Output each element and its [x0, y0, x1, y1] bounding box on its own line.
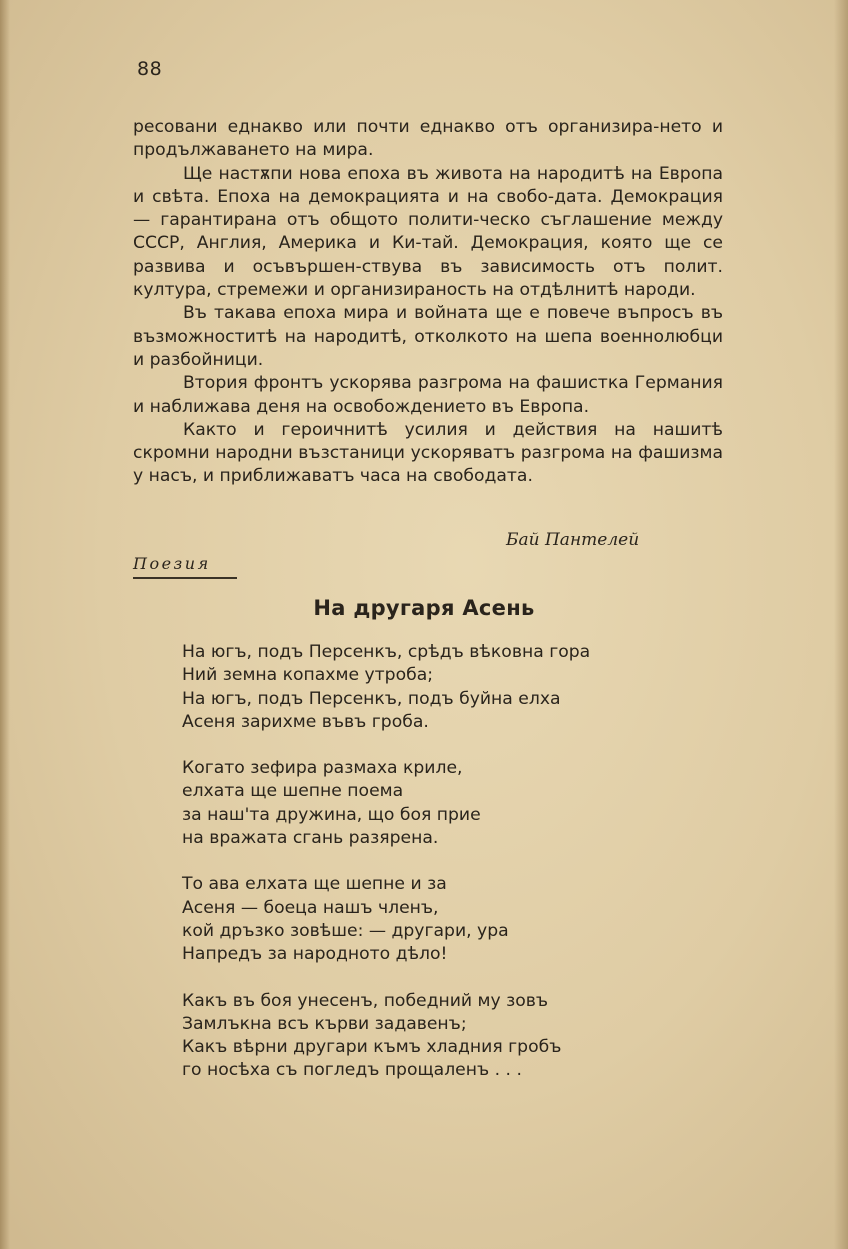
poem-stanza [182, 757, 702, 850]
poem-line: Ний земна копахме утроба; [182, 665, 434, 686]
poem-line: Напредъ за народното дѣло! [182, 944, 448, 965]
poem-line: Асеня — боеца нашъ членъ, [182, 897, 439, 918]
poem-line: елхата ще шепне поема [182, 781, 404, 802]
poem-line: На югъ, подъ Персенкъ, срѣдъ вѣковна гора [182, 642, 591, 662]
poem-line: Замлъкна всъ кърви задавенъ; [182, 1013, 467, 1034]
paragraph: Ще настѫпи нова епоха въ живота на народитѣ на Европа и свѣта. Епоха на демокрацията и на свобо-дата. Демокрация — гарантирана отъ общото полити-ческо съглашение между СССР, Англия, Америка и Ки-тай. Демокрация, която ще се развива и осъвършен-ствува въ зависимость отъ полит. култура, стремежи и организираность на отдѣлнитѣ народи. [133, 163, 723, 301]
page-number: 88 [137, 58, 163, 80]
poem-stanza [182, 873, 702, 966]
poem-line: Какъ въ боя унесенъ, победний му зовъ [182, 990, 549, 1011]
poem-line: Асеня зарихме въвъ гроба. [182, 711, 429, 732]
prose-text [133, 116, 723, 489]
poem-line: кой дръзко зовѣше: — другари, ура [182, 920, 509, 941]
poem-line: го носѣха съ погледъ прощаленъ . . . [182, 1060, 522, 1081]
poem-stanza [182, 641, 702, 734]
section-label-poetry: Поезия [133, 554, 237, 579]
paragraph: ресовани еднакво или почти еднакво отъ организира-нето и продължаването на мира. [133, 117, 723, 161]
poem-body [182, 641, 702, 1106]
author-signature: Бай Пантелей [506, 530, 640, 550]
poem-title: На другаря Асень [313, 596, 535, 620]
paragraph: Втория фронтъ ускорява разгрома на фашистка Германия и наближава деня на освобождението въ Европа. [133, 373, 723, 417]
poem-line: за наш'та дружина, що боя прие [182, 804, 481, 825]
poem-line: Какъ вѣрни другари къмъ хладния гробъ [182, 1037, 562, 1058]
poem-line: на вражата сгань разярена. [182, 828, 439, 849]
poem-line: Когато зефира размаха криле, [182, 758, 463, 779]
poem-stanza [182, 990, 702, 1083]
poem-line: На югъ, подъ Персенкъ, подъ буйна елха [182, 688, 561, 709]
poem-line: То ава елхата ще шепне и за [182, 874, 447, 895]
paragraph: Въ такава епоха мира и войната ще е повече въпросъ въ възможноститѣ на народитѣ, отколкото на шепа военнолюбци и разбойници. [133, 303, 723, 370]
paragraph: Както и героичнитѣ усилия и действия на нашитѣ скромни народни възстаници ускоряватъ разгрома на фашизма у насъ, и приближаватъ часа на свободата. [133, 419, 723, 487]
